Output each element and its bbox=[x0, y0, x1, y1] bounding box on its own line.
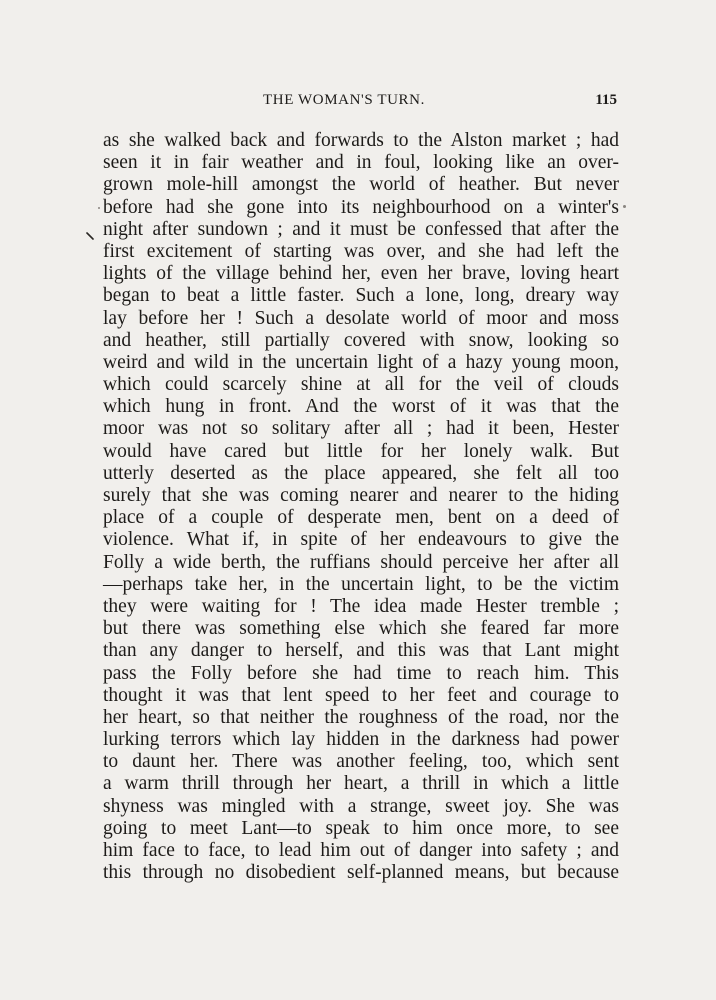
text-line: seen it in fair weather and in foul, looking like an over- bbox=[103, 152, 619, 174]
paper-speck bbox=[98, 207, 100, 209]
text-line: going to meet Lant—to speak to him once more, to see bbox=[103, 817, 619, 839]
text-line: this through no disobedient self-planned means, but because bbox=[103, 862, 619, 884]
text-line: her heart, so that neither the roughness of the road, nor the bbox=[103, 706, 619, 728]
text-line: lights of the village behind her, even her brave, loving heart bbox=[103, 263, 619, 285]
body-text bbox=[103, 130, 619, 884]
text-line: place of a couple of desperate men, bent on a deed of bbox=[103, 507, 619, 529]
text-line: surely that she was coming nearer and nearer to the hiding bbox=[103, 485, 619, 506]
text-line: first excitement of starting was over, and she had left the bbox=[103, 240, 619, 262]
text-line: lay before her ! Such a desolate world of moor and moss bbox=[103, 307, 619, 329]
text-line: began to beat a little faster. Such a lone, long, dreary way bbox=[103, 285, 619, 307]
page-number: 115 bbox=[595, 92, 617, 108]
text-line: they were waiting for ! The idea made Hester tremble ; bbox=[103, 595, 619, 617]
text-line: moor was not so solitary after all ; had it been, Hester bbox=[103, 418, 619, 440]
text-line: which hung in front. And the worst of it was that the bbox=[103, 396, 619, 418]
margin-mark bbox=[86, 226, 96, 236]
text-line: grown mole-hill amongst the world of heather. But never bbox=[103, 174, 619, 196]
text-line: as she walked back and forwards to the Alston market ; had bbox=[103, 130, 619, 151]
running-head bbox=[103, 92, 623, 116]
text-line: which could scarcely shine at all for the veil of clouds bbox=[103, 374, 619, 396]
paper-speck bbox=[623, 205, 626, 208]
text-line: before had she gone into its neighbourhood on a winter's bbox=[103, 196, 619, 218]
text-line: thought it was that lent speed to her feet and courage to bbox=[103, 684, 619, 706]
text-line: weird and wild in the uncertain light of a hazy young moon, bbox=[103, 351, 619, 373]
text-line: but there was something else which she feared far more bbox=[103, 618, 619, 640]
text-line: and heather, still partially covered with snow, looking so bbox=[103, 329, 619, 351]
text-line: to daunt her. There was another feeling, too, which sent bbox=[103, 751, 619, 773]
text-line: —perhaps take her, in the uncertain light, to be the victim bbox=[103, 573, 619, 595]
text-line: pass the Folly before she had time to reach him. This bbox=[103, 662, 619, 684]
running-title: THE WOMAN'S TURN. bbox=[263, 92, 425, 108]
text-line: violence. What if, in spite of her endeavours to give the bbox=[103, 529, 619, 551]
text-line: utterly deserted as the place appeared, she felt all too bbox=[103, 462, 619, 484]
text-line: a warm thrill through her heart, a thrill in which a little bbox=[103, 773, 619, 795]
text-line: shyness was mingled with a strange, sweet joy. She was bbox=[103, 795, 619, 817]
text-line: lurking terrors which lay hidden in the darkness had power bbox=[103, 729, 619, 751]
text-line: Folly a wide berth, the ruffians should perceive her after all bbox=[103, 551, 619, 573]
text-line: night after sundown ; and it must be confessed that after the bbox=[103, 218, 619, 240]
text-line: than any danger to herself, and this was that Lant might bbox=[103, 640, 619, 662]
text-line: him face to face, to lead him out of danger into safety ; and bbox=[103, 840, 619, 861]
text-line: would have cared but little for her lonely walk. But bbox=[103, 440, 619, 462]
